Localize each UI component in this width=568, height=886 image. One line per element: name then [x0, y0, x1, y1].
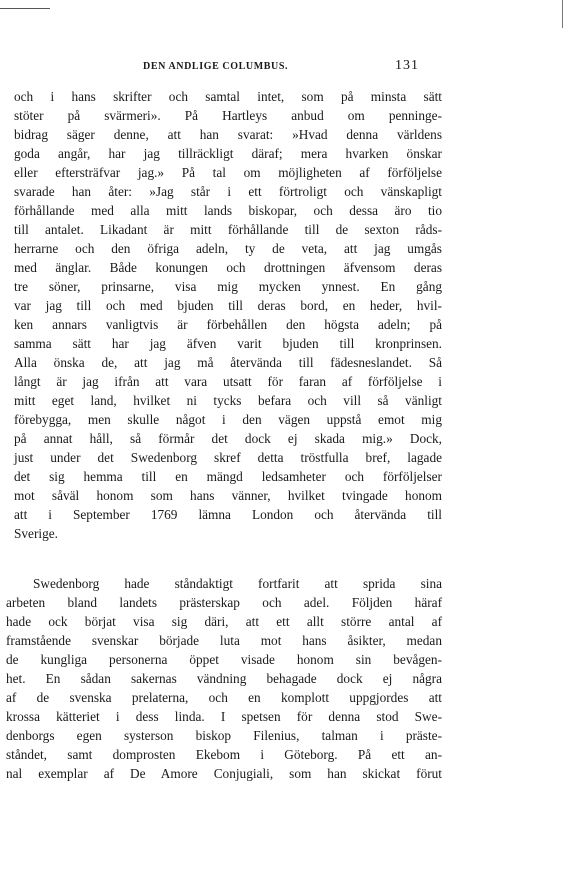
right-edge-scan-mark: [562, 0, 563, 28]
text-line: svarade han åter: »Jag står i ett förtroligt och vänskapligt: [14, 184, 442, 199]
text-line: tre söner, prinsarne, visa mig mycken ynnest. En gång: [14, 279, 442, 294]
text-line: det sig hemma till en mängd ledsamheter och förföljelser: [14, 469, 442, 484]
text-line: just under det Swedenborg skref detta tröstfulla bref, lagade: [14, 450, 442, 465]
text-line: nal exemplar af De Amore Conjugiali, som han skickat förut: [6, 766, 442, 781]
text-line: af de svenska prelaterna, och en komplott uppgjordes att: [6, 690, 442, 705]
text-line: till antalet. Likadant är mitt förhållande till de sexton råds-: [14, 222, 442, 237]
text-line: hade ock börjat visa sig däri, att ett allt större antal af: [6, 614, 442, 629]
running-head: [0, 55, 568, 77]
text-line: framstående svenskar började luta mot hans åsikter, medan: [6, 633, 442, 648]
page-number: 131: [395, 58, 419, 73]
text-line: var jag till och med bjuden till deras bord, en heder, hvil-: [14, 298, 442, 313]
text-line: eller eftersträfvar jag.» På tal om möjligheten af förföljelse: [14, 165, 442, 180]
text-line: bidrag säger denne, att han svarat: »Hvad denna världens: [14, 127, 442, 142]
text-line: Sverige.: [14, 526, 58, 541]
text-line: herrarne och den öfriga adeln, ty de veta, att jag umgås: [14, 241, 442, 256]
text-line: mot såväl honom som hans vänner, hvilket tvingade honom: [14, 488, 442, 503]
text-line: krossa kätteriet i dess linda. I spetsen för denna stod Swe-: [6, 709, 442, 724]
text-line: het. En sådan sakernas vändning behagade dock ej några: [6, 671, 442, 686]
text-line: och i hans skrifter och samtal intet, som på minsta sätt: [14, 89, 442, 104]
text-line: stöter på svärmeri». På Hartleys anbud om penninge-: [14, 108, 442, 123]
text-line: långt är jag ifrån att vara utsatt för faran af förföljelse i: [14, 374, 442, 389]
text-line: ståndet, samt domprosten Ekebom i Göteborg. På ett an-: [6, 747, 442, 762]
text-line: de kungliga personerna öppet visade honom sin bevågen-: [6, 652, 442, 667]
text-line: Swedenborg hade ståndaktigt fortfarit att sprida sina: [33, 576, 442, 591]
top-scan-rule: [0, 8, 50, 9]
text-line: ken annars vanligtvis är förbehållen den högsta adeln; på: [14, 317, 442, 332]
text-line: på annat håll, så förmår det dock ej skada mig.» Dock,: [14, 431, 442, 446]
text-line: arbeten bland landets prästerskap och adel. Följden häraf: [6, 595, 442, 610]
text-line: förebygga, men skulle något i den vägen uppstå emot mig: [14, 412, 442, 427]
running-title: DEN ANDLIGE COLUMBUS.: [143, 61, 289, 72]
text-line: Alla önska de, att jag må återvända till fädesneslandet. Så: [14, 355, 442, 370]
text-line: denborgs egen systerson biskop Filenius, talman i präste-: [6, 728, 442, 743]
text-line: förhållande med alla mitt lands biskopar, och dessa äro tio: [14, 203, 442, 218]
text-line: att i September 1769 lämna London och återvända till: [14, 507, 442, 522]
text-line: samma sätt har jag äfven varit bjuden till kronprinsen.: [14, 336, 442, 351]
text-line: mitt eget land, hvilket ni tycks befara och vill så vänligt: [14, 393, 442, 408]
text-line: med änglar. Både konungen och drottningen äfvensom deras: [14, 260, 442, 275]
text-line: goda angår, har jag tillräckligt däraf; mera hvarken önskar: [14, 146, 442, 161]
